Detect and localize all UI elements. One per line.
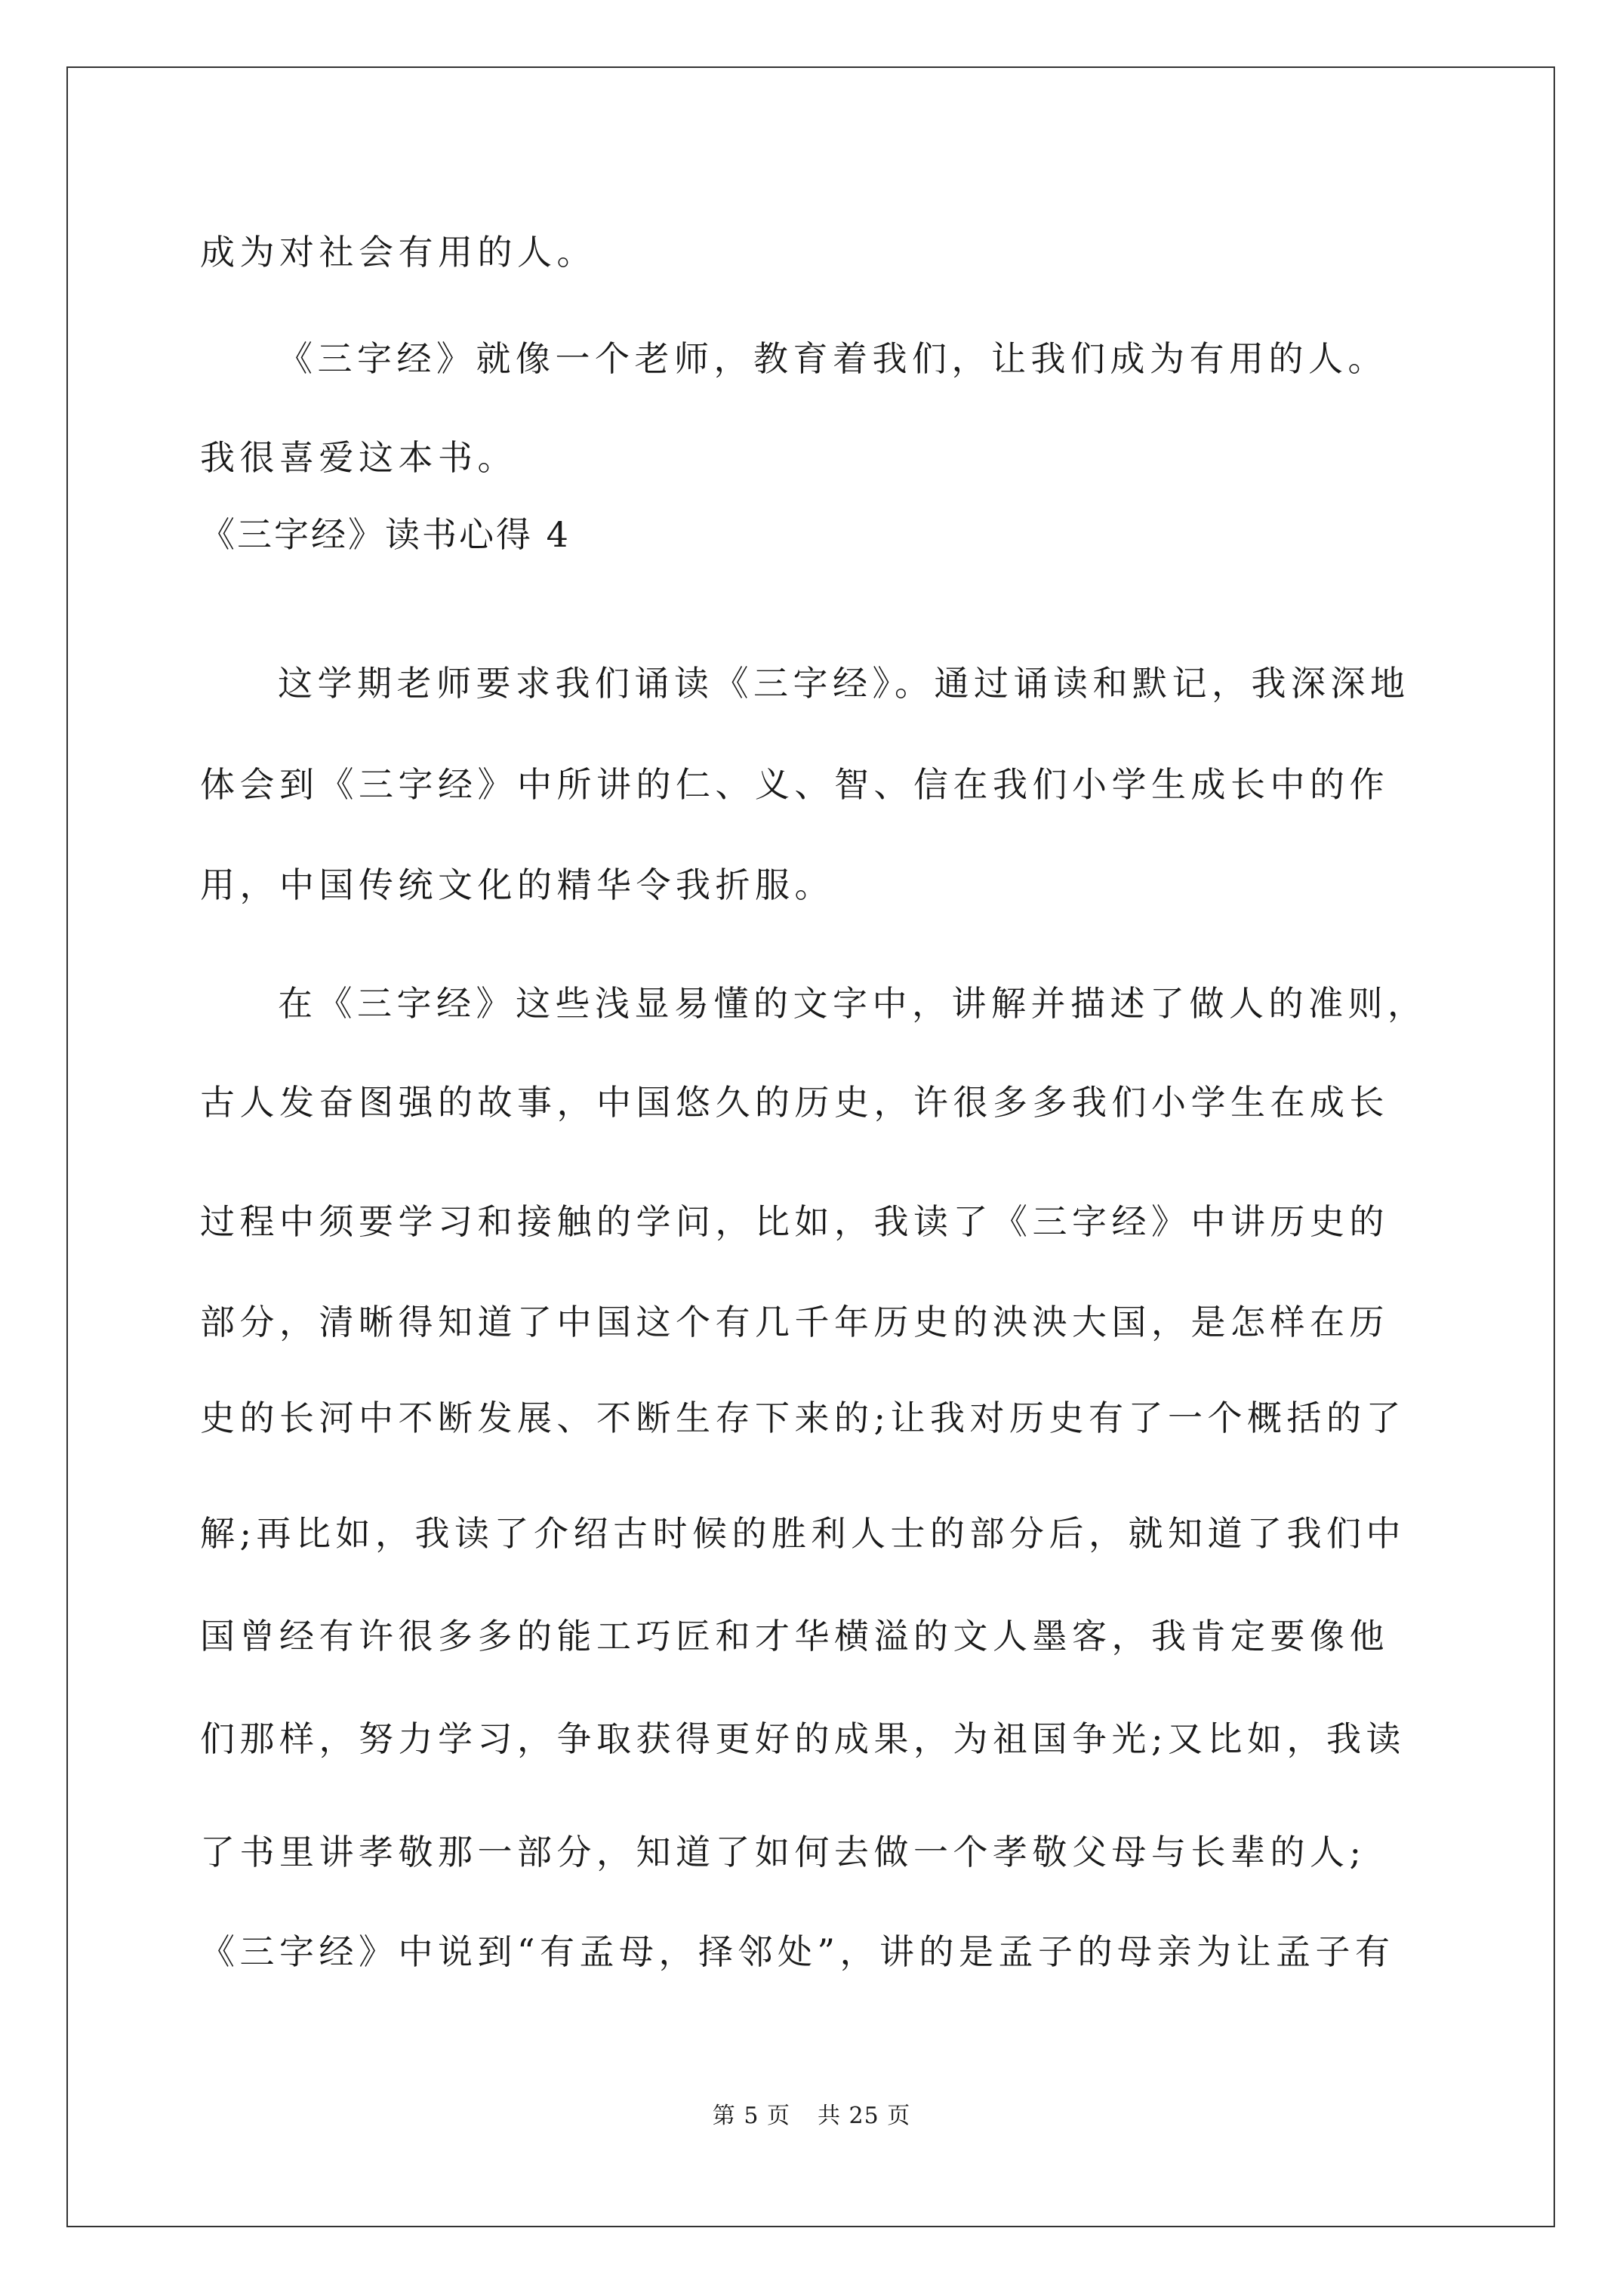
page-frame <box>66 66 1555 2227</box>
text-line-13: 解;再比如，我读了介绍古时候的胜利人士的部分后，就知道了我们中 <box>200 1513 1406 1554</box>
text-line-12: 史的长河中不断发展、不断生存下来的;让我对历史有了一个概括的了 <box>200 1398 1406 1438</box>
page-footer <box>0 2101 1623 2131</box>
text-line-15: 们那样，努力学习，争取获得更好的成果，为祖国争光;又比如，我读 <box>200 1718 1406 1759</box>
text-line-1: 成为对社会有用的人。 <box>200 232 596 273</box>
text-line-16: 了书里讲孝敬那一部分，知道了如何去做一个孝敬父母与长辈的人; <box>200 1832 1366 1872</box>
text-line-6: 体会到《三字经》中所讲的仁、义、智、信在我们小学生成长中的作 <box>200 764 1389 805</box>
page-total: 共 25 页 <box>817 2103 911 2129</box>
text-line-9: 古人发奋图强的故事，中国悠久的历史，许很多多我们小学生在成长 <box>200 1082 1389 1123</box>
text-line-5: 这学期老师要求我们诵读《三字经》。通过诵读和默记，我深深地 <box>278 663 1410 704</box>
text-line-8: 在《三字经》这些浅显易懂的文字中，讲解并描述了做人的准则， <box>278 983 1427 1024</box>
text-line-14: 国曾经有许很多多的能工巧匠和才华横溢的文人墨客，我肯定要像他 <box>200 1616 1389 1657</box>
text-line-3: 我很喜爱这本书。 <box>200 437 517 478</box>
text-line-11: 部分，清晰得知道了中国这个有几千年历史的泱泱大国，是怎样在历 <box>200 1302 1389 1342</box>
text-line-7: 用，中国传统文化的精华令我折服。 <box>200 864 834 905</box>
section-heading: 《三字经》读书心得 4 <box>200 514 571 555</box>
text-line-10: 过程中须要学习和接触的学问，比如，我读了《三字经》中讲历史的 <box>200 1201 1389 1242</box>
page-number: 第 5 页 <box>712 2103 790 2129</box>
text-line-2: 《三字经》就像一个老师，教育着我们，让我们成为有用的人。 <box>278 338 1387 379</box>
text-line-17: 《三字经》中说到“有孟母，择邻处”，讲的是孟子的母亲为让孟子有 <box>200 1931 1395 1972</box>
